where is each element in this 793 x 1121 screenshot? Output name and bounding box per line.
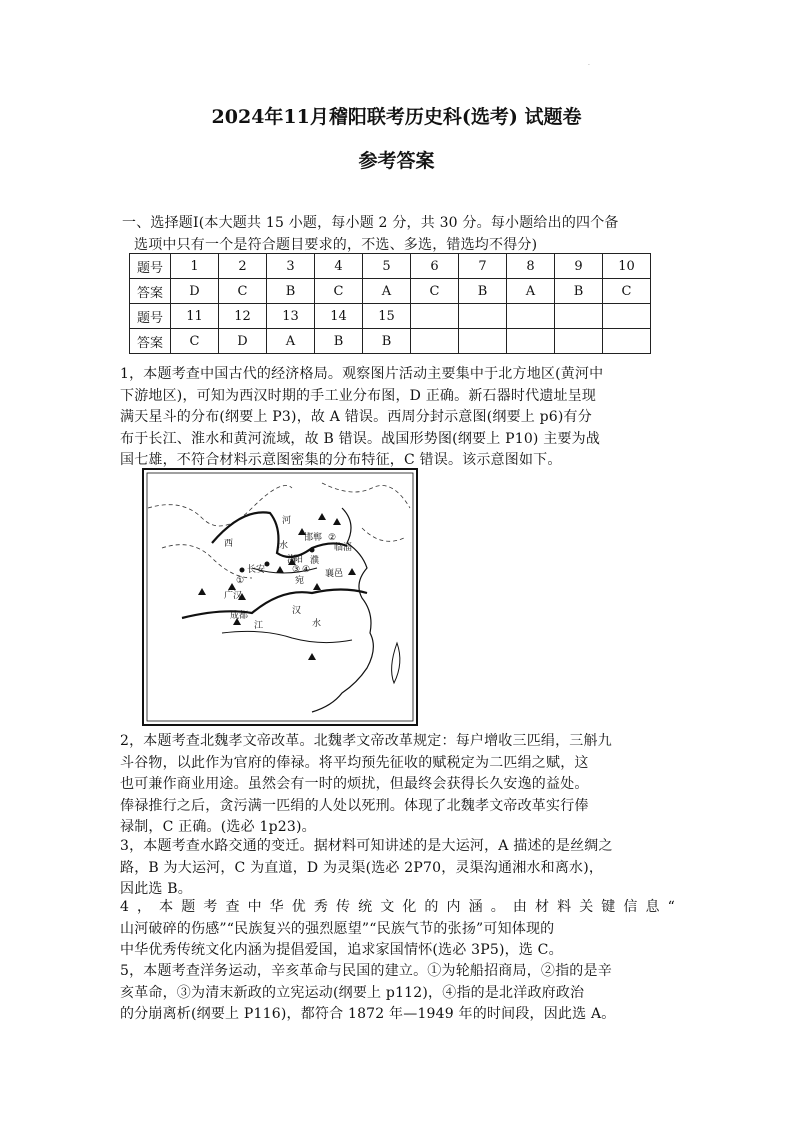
table-cell: 7 xyxy=(459,254,507,279)
table-cell: B xyxy=(267,279,315,304)
table-cell xyxy=(459,329,507,354)
text-line: 满天星斗的分布(纲要上 P3)，故 A 错误。西周分封示意图(纲要上 p6)有分 xyxy=(120,409,592,426)
map-label: 襄邑 xyxy=(325,569,344,579)
map-label: 宛 xyxy=(295,576,305,586)
map-label: 成都 xyxy=(230,611,249,621)
map-label: 河 xyxy=(282,516,292,526)
table-cell: 题号 xyxy=(130,254,171,279)
table-cell xyxy=(555,329,603,354)
map-label: ② xyxy=(328,533,337,543)
table-cell: B xyxy=(363,329,411,354)
table-cell: 9 xyxy=(555,254,603,279)
table-cell: 8 xyxy=(507,254,555,279)
table-row xyxy=(130,304,651,329)
map-label: 洛 xyxy=(287,555,297,565)
map-label: 水 xyxy=(312,619,322,629)
table-cell: 2 xyxy=(219,254,267,279)
map-label: 水 xyxy=(279,541,289,551)
map-label: 汉 xyxy=(292,606,302,616)
table-cell: 13 xyxy=(267,304,315,329)
table-cell: A xyxy=(267,329,315,354)
table-cell: 答案 xyxy=(130,279,171,304)
table-cell: C xyxy=(315,279,363,304)
table-row xyxy=(130,254,651,279)
text-line: 亥革命，③为清末新政的立宪运动(纲要上 p112)，④指的是北洋政府政治 xyxy=(120,984,585,1001)
page-mark: · xyxy=(588,62,590,69)
table-cell: C xyxy=(603,279,651,304)
answer-explanation-3 xyxy=(120,836,675,901)
text-line: 斗谷物，以此作为官府的俸禄。将平均预先征收的赋税定为二匹绢之赋，这 xyxy=(120,754,589,771)
table-cell: 6 xyxy=(411,254,459,279)
table-cell: D xyxy=(171,279,219,304)
table-cell: 4 xyxy=(315,254,363,279)
document-subtitle: 参考答案 xyxy=(358,150,435,172)
text-line: 3，本题考查水路交通的变迁。据材料可知讲述的是大运河，A 描述的是丝绸之 xyxy=(120,838,613,854)
answer-explanation-5 xyxy=(120,961,675,1026)
text-line: 5，本题考查洋务运动，辛亥革命与民国的建立。①为轮船招商局，②指的是辛 xyxy=(120,963,612,979)
map-label: 阳 xyxy=(294,555,304,565)
map-label: 长安 xyxy=(247,565,266,575)
text-line: 的分崩离析(纲要上 P116)，都符合 1872 年—1949 年的时间段，因此选 A。 xyxy=(120,1006,616,1023)
table-cell: 12 xyxy=(219,304,267,329)
text-line: 也可兼作商业用途。虽然会有一时的烦扰，但最终会获得长久安逸的益处。 xyxy=(120,776,589,793)
map-label: ③ xyxy=(292,565,301,575)
text-line: 中华优秀传统文化内涵为提倡爱国，追求家国情怀(选必 3P5)，选 C。 xyxy=(120,942,563,959)
text-line: 下游地区)，可知为西汉时期的手工业分布图，D 正确。新石器时代遗址呈现 xyxy=(120,387,597,404)
table-cell: C xyxy=(219,279,267,304)
table-row xyxy=(130,279,651,304)
map-label: ① xyxy=(236,576,245,586)
text-line: 禄制，C 正确。(选必 1p23)。 xyxy=(120,819,316,836)
table-cell: 11 xyxy=(171,304,219,329)
table-cell: 1 xyxy=(171,254,219,279)
table-cell: 5 xyxy=(363,254,411,279)
map-label: ④ xyxy=(302,565,311,575)
table-cell: C xyxy=(171,329,219,354)
table-cell: B xyxy=(315,329,363,354)
answer-explanation-1 xyxy=(120,364,675,472)
table-cell xyxy=(603,304,651,329)
table-cell: B xyxy=(555,279,603,304)
table-cell: A xyxy=(507,279,555,304)
table-cell: C xyxy=(411,279,459,304)
table-cell xyxy=(411,304,459,329)
text-line: 山河破碎的伤感”“民族复兴的强烈愿望”“民族气节的张扬”可知体现的 xyxy=(120,920,555,937)
text-line: 4，本题考查中华优秀传统文化的内涵。由材料关键信息“ xyxy=(120,899,675,915)
answer-table xyxy=(129,253,651,354)
table-cell: A xyxy=(363,279,411,304)
table-row xyxy=(130,329,651,354)
table-cell xyxy=(555,304,603,329)
table-cell: 3 xyxy=(267,254,315,279)
table-cell: 15 xyxy=(363,304,411,329)
document-title: 2024年11月稽阳联考历史科(选考) 试题卷 xyxy=(211,106,582,128)
table-cell xyxy=(507,329,555,354)
table-cell xyxy=(507,304,555,329)
section-1-line-1: 一、选择题Ⅰ(本大题共 15 小题，每小题 2 分，共 30 分。每小题给出的四个备 xyxy=(122,215,619,231)
map-label: 西 xyxy=(224,539,234,549)
text-line: 因此选 B。 xyxy=(120,881,192,898)
table-cell: 14 xyxy=(315,304,363,329)
text-line: 布于长江、淮水和黄河流域，故 B 错误。战国形势图(纲要上 P10) 主要为战 xyxy=(120,430,601,447)
table-cell: B xyxy=(459,279,507,304)
text-line: 俸禄推行之后，贪污满一匹绢的人处以死刑。体现了北魏孝文帝改革实行俸 xyxy=(120,797,589,814)
table-cell: 题号 xyxy=(130,304,171,329)
answer-explanation-4 xyxy=(120,897,675,962)
table-cell xyxy=(603,329,651,354)
table-cell: 答案 xyxy=(130,329,171,354)
text-line: 国七雄，不符合材料示意图密集的分布特征，C 错误。该示意图如下。 xyxy=(120,452,562,469)
map-label: 广汉 xyxy=(224,591,243,601)
table-cell: D xyxy=(219,329,267,354)
answer-explanation-2 xyxy=(120,731,675,839)
section-1-line-2: 选项中只有一个是符合题目要求的，不选、多选，错选均不得分) xyxy=(134,236,538,253)
text-line: 路，B 为大运河，C 为直道，D 为灵渠(选必 2P70，灵渠沟通湘水和离水)， xyxy=(120,859,604,876)
section-1-heading xyxy=(122,213,680,256)
map-label: 临淄 xyxy=(334,543,353,553)
han-handicraft-map xyxy=(142,468,418,726)
map-label: 邯郸 xyxy=(304,533,323,543)
table-cell xyxy=(459,304,507,329)
text-line: 1，本题考查中国古代的经济格局。观察图片活动主要集中于北方地区(黄河中 xyxy=(120,366,604,382)
map-label: 江 xyxy=(254,621,264,631)
table-cell xyxy=(411,329,459,354)
text-line: 2，本题考查北魏孝文帝改革。北魏孝文帝改革规定：每户增收三匹绢，三斛九 xyxy=(120,733,612,749)
map-label: 濮 xyxy=(310,556,320,566)
table-cell: 10 xyxy=(603,254,651,279)
